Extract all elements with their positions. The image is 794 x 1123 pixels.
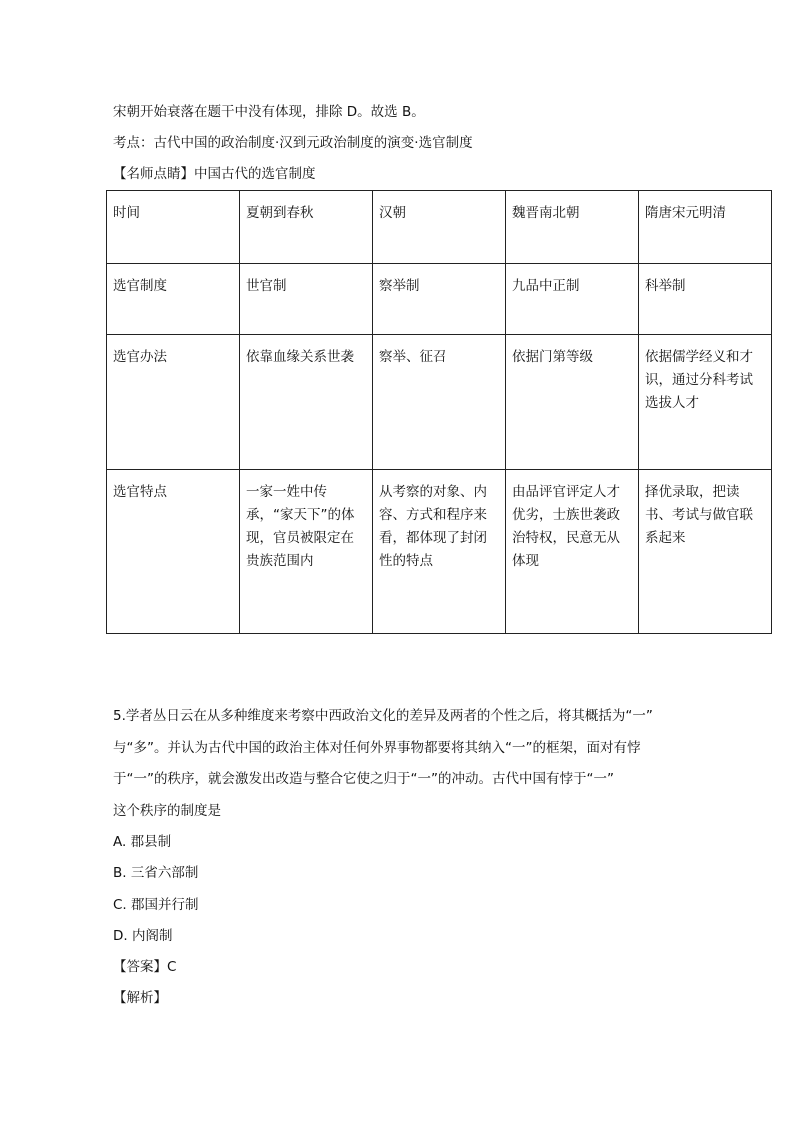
previous-explanation-line: 宋朝开始衰落在题干中没有体现，排除 D。故选 B。: [113, 104, 425, 120]
table-cell: 从考察的对象、内容、方式和程序来看，都体现了封闭性的特点: [373, 470, 506, 634]
official-selection-table: [106, 190, 772, 634]
table-cell: 由品评官评定人才优劣，士族世袭政治特权，民意无从体现: [506, 470, 639, 634]
teacher-tip-heading: 【名师点睛】中国古代的选官制度: [113, 166, 316, 182]
table-cell: 察举、征召: [373, 335, 506, 470]
table-cell: 世官制: [240, 264, 373, 335]
table-cell: 科举制: [639, 264, 772, 335]
table-cell: 依据儒学经义和才识，通过分科考试选拔人才: [639, 335, 772, 470]
table-row: [107, 191, 772, 264]
question-line-3: 于“一”的秩序，就会激发出改造与整合它使之归于“一”的冲动。古代中国有悖于“一”: [113, 771, 614, 787]
table-cell: 选官制度: [107, 264, 240, 335]
option-a: A. 郡县制: [113, 834, 172, 850]
question-line-4: 这个秩序的制度是: [113, 803, 221, 819]
table-cell: 择优录取，把读书、考试与做官联系起来: [639, 470, 772, 634]
topic-line: 考点：古代中国的政治制度·汉到元政治制度的演变·选官制度: [113, 135, 473, 151]
table-cell: 察举制: [373, 264, 506, 335]
table-cell: 隋唐宋元明清: [639, 191, 772, 264]
option-c: C. 郡国并行制: [113, 897, 199, 913]
option-b: B. 三省六部制: [113, 865, 199, 881]
option-d: D. 内阁制: [113, 928, 173, 944]
table-cell: 夏朝到春秋: [240, 191, 373, 264]
table-cell: 选官特点: [107, 470, 240, 634]
table-cell: 一家一姓中传承，“家天下”的体现，官员被限定在贵族范围内: [240, 470, 373, 634]
table-row: [107, 470, 772, 634]
question-line-2: 与“多”。并认为古代中国的政治主体对任何外界事物都要将其纳入“一”的框架，面对有悖: [113, 740, 641, 756]
table-cell: 选官办法: [107, 335, 240, 470]
table-cell: 依据门第等级: [506, 335, 639, 470]
analysis-heading: 【解析】: [113, 990, 167, 1006]
question-line-1: 5.学者丛日云在从多种维度来考察中西政治文化的差异及两者的个性之后，将其概括为“一”: [113, 708, 653, 724]
table-cell: 魏晋南北朝: [506, 191, 639, 264]
table-cell: 依靠血缘关系世袭: [240, 335, 373, 470]
table-cell: 时间: [107, 191, 240, 264]
table-row: [107, 264, 772, 335]
table-cell: 九品中正制: [506, 264, 639, 335]
table-row: [107, 335, 772, 470]
table-cell: 汉朝: [373, 191, 506, 264]
answer-line: 【答案】C: [113, 959, 177, 975]
